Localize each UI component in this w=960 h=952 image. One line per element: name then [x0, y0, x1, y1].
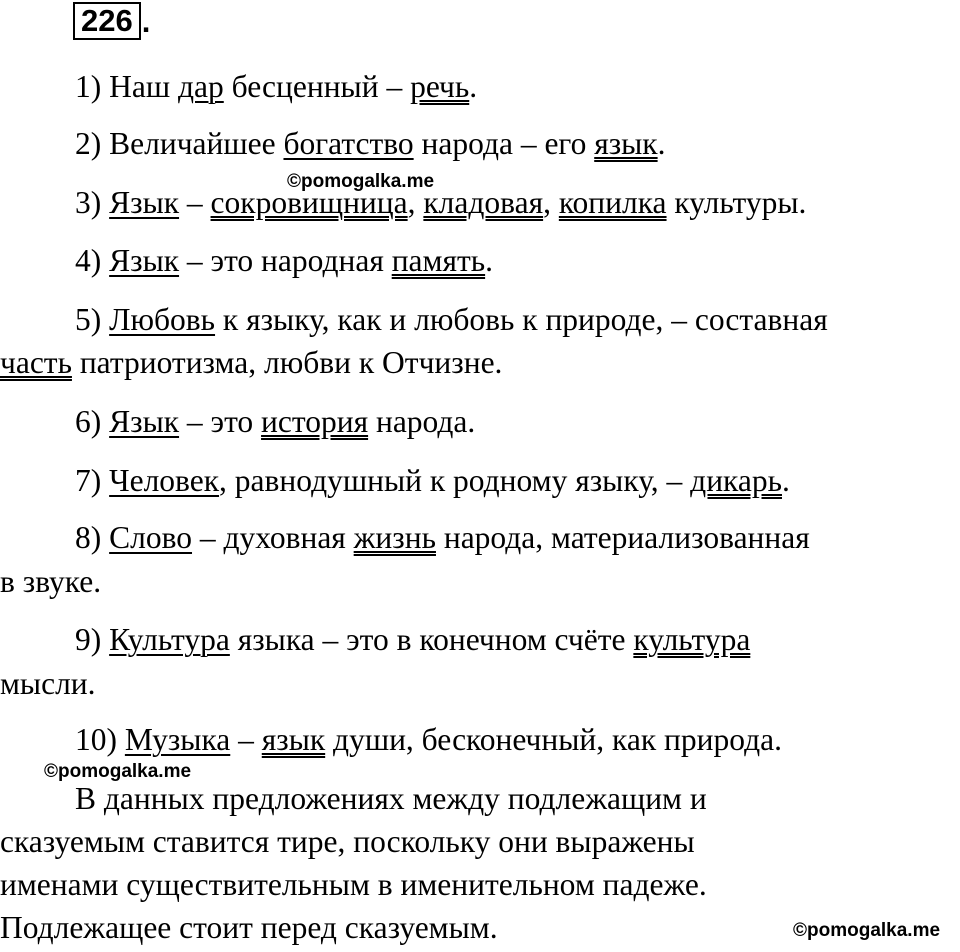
sentence-text: народа, материализованная [435, 520, 810, 555]
sentence-text: Величайшее [109, 126, 284, 161]
sentence-text: языка – это в конечном счёте [229, 622, 634, 657]
task-number-dot: . [141, 4, 151, 39]
sentence-10 [0, 720, 960, 760]
subject-word: Язык [109, 185, 180, 220]
predicate-word: сокровищница [210, 185, 408, 220]
sentence-8-continuation [0, 562, 960, 602]
sentence-text: . [781, 463, 790, 498]
sentence-number: 5) [75, 302, 102, 337]
task-number-box: 226 [73, 2, 141, 40]
sentence-number: 4) [75, 243, 102, 278]
explanation-line-1: В данных предложениях между подлежащим и [75, 781, 707, 816]
sentence-text: , [543, 185, 559, 220]
sentence-number: 3) [75, 185, 102, 220]
sentence-number: 2) [75, 126, 102, 161]
sentence-text: народа – его [413, 126, 595, 161]
sentence-text: Наш [109, 69, 178, 104]
subject-word: Музыка [124, 722, 231, 757]
watermark-bottom: ©pomogalka.me [793, 920, 941, 941]
sentence-number: 7) [75, 463, 102, 498]
predicate-word: часть [0, 345, 72, 380]
predicate-word: язык [594, 126, 658, 161]
sentence-3 [0, 183, 960, 223]
sentence-text: бесценный – [223, 69, 411, 104]
subject-word: богатство [283, 126, 414, 161]
subject-word: Язык [109, 243, 180, 278]
sentence-number: 8) [75, 520, 102, 555]
sentence-text: – [179, 185, 211, 220]
sentence-text: народа. [368, 404, 476, 439]
explanation-line-3: именами существительным в именительном падеже. [0, 867, 707, 902]
sentence-number: 9) [75, 622, 102, 657]
sentence-5 [0, 300, 960, 340]
sentence-8 [0, 518, 960, 558]
subject-word: Слово [109, 520, 193, 555]
subject-word: Язык [109, 404, 180, 439]
sentence-9 [0, 620, 960, 660]
predicate-word: речь [410, 69, 470, 104]
predicate-word: культура [633, 622, 751, 657]
watermark-middle: ©pomogalka.me [44, 761, 192, 782]
predicate-word: кладовая [423, 185, 544, 220]
sentence-text: – это [179, 404, 262, 439]
sentence-number: 10) [75, 722, 117, 757]
sentence-text: патриотизма, любви к Отчизне. [71, 345, 503, 380]
explanation-line-4: Подлежащее стоит перед сказуемым. [0, 910, 498, 945]
sentence-text: – духовная [192, 520, 354, 555]
subject-word: Любовь [109, 302, 216, 337]
sentence-text: . [657, 126, 666, 161]
explanation-line-2: сказуемым ставится тире, поскольку они выражены [0, 824, 695, 859]
watermark-top: ©pomogalka.me [287, 171, 435, 192]
sentence-4 [0, 241, 960, 281]
sentence-text: души, бесконечный, как природа. [325, 722, 782, 757]
task-number [73, 2, 150, 40]
sentence-text: – это народная [179, 243, 392, 278]
subject-word: Человек [109, 463, 220, 498]
sentence-text: . [485, 243, 493, 278]
sentence-number: 6) [75, 404, 102, 439]
sentence-9-continuation [0, 664, 960, 704]
sentence-text: , [407, 185, 424, 220]
subject-word: Культура [109, 622, 230, 657]
sentence-text: культуры. [666, 185, 807, 220]
sentence-2 [0, 124, 960, 164]
sentence-text: . [469, 69, 478, 104]
subject-word: дар [178, 69, 224, 104]
predicate-word: история [261, 404, 369, 439]
sentence-text: – [230, 722, 262, 757]
sentence-6 [0, 402, 960, 442]
predicate-word: дикарь [690, 463, 782, 498]
sentence-text: к языку, как и любовь к природе, – составная [215, 302, 828, 337]
sentence-number: 1) [75, 69, 102, 104]
sentence-text: , равнодушный к родному языку, – [219, 463, 691, 498]
predicate-word: жизнь [353, 520, 436, 555]
sentence-5-continuation [0, 343, 960, 383]
sentence-1 [0, 67, 960, 107]
predicate-word: язык [261, 722, 326, 757]
predicate-word: копилка [558, 185, 667, 220]
predicate-word: память [391, 243, 486, 278]
sentence-text: в звуке. [0, 564, 102, 599]
sentence-text: мысли. [0, 666, 96, 701]
sentence-7 [0, 461, 960, 501]
